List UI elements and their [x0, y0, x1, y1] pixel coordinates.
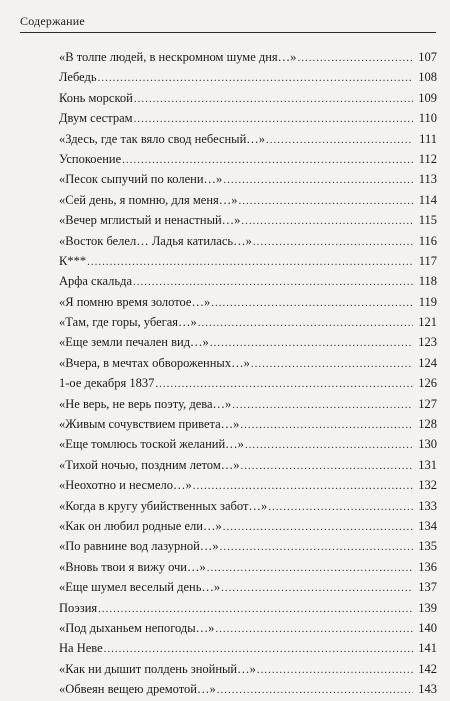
toc-entry-title: «В толпе людей, в нескромном шуме дня…»	[59, 50, 297, 64]
toc-entry	[59, 67, 437, 87]
toc-entry-title: «Там, где горы, убегая…»	[59, 315, 197, 330]
dot-leader	[133, 272, 413, 292]
toc-entry-title: Двум сестрам	[59, 111, 133, 126]
dot-leader	[155, 374, 413, 394]
toc-entry-page-number: 140	[418, 620, 437, 635]
toc-entry-title: «Восток белел… Ладья катилась…»	[59, 233, 252, 248]
toc-entry-page-number: 107	[418, 50, 437, 64]
header-title: Содержание	[20, 14, 85, 28]
toc-entry-page-number: 119	[418, 294, 437, 309]
toc-entry-title: «Как он любил родные ели…»	[59, 518, 222, 533]
dot-leader	[220, 537, 413, 557]
toc-entry	[59, 394, 437, 414]
toc-entry-title: «Тихой ночью, поздним летом…»	[59, 457, 240, 472]
toc-entry-page-number: 115	[418, 213, 437, 228]
dot-leader	[240, 456, 413, 476]
toc-entry	[59, 332, 437, 352]
dot-leader	[223, 517, 413, 537]
dot-leader	[253, 232, 413, 252]
toc-entry	[59, 169, 437, 189]
toc-entry	[59, 292, 437, 312]
toc-entry-page-number: 137	[418, 580, 437, 595]
toc-entry-page-number: 109	[418, 90, 437, 105]
dot-leader	[241, 211, 413, 231]
toc-entry-page-number: 118	[418, 274, 437, 289]
dot-leader	[217, 680, 413, 700]
toc-entry-page-number: 130	[418, 437, 437, 452]
dot-leader	[297, 48, 413, 68]
dot-leader	[134, 89, 413, 109]
toc-entry-title: «Я помню время золотое…»	[59, 294, 211, 309]
toc-entry	[59, 353, 437, 373]
dot-leader	[211, 293, 413, 313]
toc-entry	[59, 129, 437, 149]
toc-entry-title: К***	[59, 253, 87, 268]
toc-entry-page-number: 123	[418, 335, 437, 350]
dot-leader	[210, 333, 413, 353]
toc-entry	[59, 638, 437, 658]
toc-entry-title: «Вновь твои я вижу очи…»	[59, 559, 206, 574]
toc-entry-title: Успокоение	[59, 151, 122, 166]
toc-entry-title: «Сей день, я помню, для меня…»	[59, 192, 238, 207]
dot-leader	[232, 395, 413, 415]
dot-leader	[98, 68, 413, 88]
table-of-contents	[59, 47, 437, 700]
toc-entry-page-number: 114	[418, 192, 437, 207]
dot-leader	[122, 150, 413, 170]
toc-entry-title: «Еще шумел веселый день…»	[59, 580, 221, 595]
toc-entry-page-number: 139	[418, 600, 437, 615]
toc-entry	[59, 414, 437, 434]
dot-leader	[245, 435, 413, 455]
toc-entry-title: «Под дыханьем непогоды…»	[59, 620, 215, 635]
toc-entry-page-number: 131	[418, 457, 437, 472]
toc-entry-title: На Неве	[59, 641, 103, 656]
toc-entry	[59, 312, 437, 332]
toc-entry-page-number: 113	[418, 172, 437, 187]
dot-leader	[87, 252, 413, 272]
dot-leader	[98, 599, 413, 619]
toc-entry-title: «Живым сочувствием привета…»	[59, 417, 240, 432]
toc-entry	[59, 516, 437, 536]
toc-entry-page-number: 142	[418, 661, 437, 676]
toc-entry-title: «Здесь, где так вяло свод небесный…»	[59, 131, 266, 146]
toc-entry-title: «Песок сыпучий по колени…»	[59, 172, 223, 187]
toc-entry-page-number: 108	[418, 70, 437, 85]
dot-leader	[268, 497, 413, 517]
toc-entry-title: «Обвеян вещею дремотой…»	[59, 682, 216, 697]
toc-entry-page-number: 126	[418, 376, 437, 391]
toc-entry-page-number: 128	[418, 417, 437, 432]
toc-entry-page-number: 134	[418, 518, 437, 533]
toc-entry	[59, 251, 437, 271]
toc-entry	[59, 496, 437, 516]
toc-entry-page-number: 133	[418, 498, 437, 513]
toc-entry	[59, 455, 437, 475]
toc-entry	[59, 577, 437, 597]
toc-entry-title: «Еще томлюсь тоской желаний…»	[59, 437, 244, 452]
toc-entry-page-number: 132	[418, 478, 437, 493]
toc-entry-title: «Вечер мглистый и ненастный…»	[59, 213, 241, 228]
toc-entry	[59, 271, 437, 291]
toc-entry-page-number: 135	[418, 539, 437, 554]
toc-entry	[59, 434, 437, 454]
toc-entry	[59, 659, 437, 679]
toc-entry-page-number: 124	[418, 355, 437, 370]
toc-entry	[59, 108, 437, 128]
toc-entry-page-number: 136	[418, 559, 437, 574]
dot-leader	[266, 130, 413, 150]
toc-entry-title: 1-ое декабря 1837	[59, 376, 155, 391]
toc-entry-title: «Когда в кругу убийственных забот…»	[59, 498, 268, 513]
toc-entry-page-number: 141	[418, 641, 437, 656]
toc-entry	[59, 231, 437, 251]
dot-leader	[239, 191, 413, 211]
dot-leader	[193, 476, 413, 496]
toc-entry-page-number: 110	[418, 111, 437, 126]
dot-leader	[134, 109, 413, 129]
dot-leader	[198, 313, 413, 333]
dot-leader	[104, 639, 413, 659]
toc-entry-title: «Еще земли печален вид…»	[59, 335, 209, 350]
toc-entry-page-number: 117	[418, 253, 437, 268]
toc-entry	[59, 557, 437, 577]
toc-entry	[59, 536, 437, 556]
toc-entry-title: Лебедь	[59, 70, 97, 85]
running-header	[20, 8, 436, 33]
toc-entry-page-number: 116	[418, 233, 437, 248]
toc-entry	[59, 373, 437, 393]
toc-entry-page-number: 112	[418, 151, 437, 166]
toc-entry-title: «Вчера, в мечтах обвороженных…»	[59, 355, 250, 370]
toc-entry	[59, 475, 437, 495]
toc-entry	[59, 149, 437, 169]
dot-leader	[223, 170, 413, 190]
dot-leader	[207, 558, 413, 578]
toc-entry	[59, 88, 437, 108]
toc-entry-title: «Как ни дышит полдень знойный…»	[59, 661, 256, 676]
toc-entry-title: Поэзия	[59, 600, 98, 615]
toc-entry-title: «По равнине вод лазурной…»	[59, 539, 219, 554]
toc-entry-page-number: 143	[418, 682, 437, 697]
toc-entry-title: Конь морской	[59, 90, 133, 105]
dot-leader	[240, 415, 413, 435]
toc-entry-title: «Неохотно и несмело…»	[59, 478, 192, 493]
toc-entry	[59, 598, 437, 618]
toc-entry-title: Арфа скальда	[59, 274, 132, 289]
toc-entry-page-number: 127	[418, 396, 437, 411]
toc-entry	[59, 47, 437, 67]
toc-entry-title: «Не верь, не верь поэту, дева…»	[59, 396, 232, 411]
dot-leader	[257, 660, 413, 680]
dot-leader	[215, 619, 413, 639]
toc-entry	[59, 190, 437, 210]
dot-leader	[251, 354, 413, 374]
toc-entry-page-number: 111	[419, 131, 437, 146]
dot-leader	[221, 578, 413, 598]
toc-entry	[59, 679, 437, 699]
toc-entry	[59, 210, 437, 230]
toc-entry-page-number: 121	[418, 315, 437, 330]
toc-entry	[59, 618, 437, 638]
